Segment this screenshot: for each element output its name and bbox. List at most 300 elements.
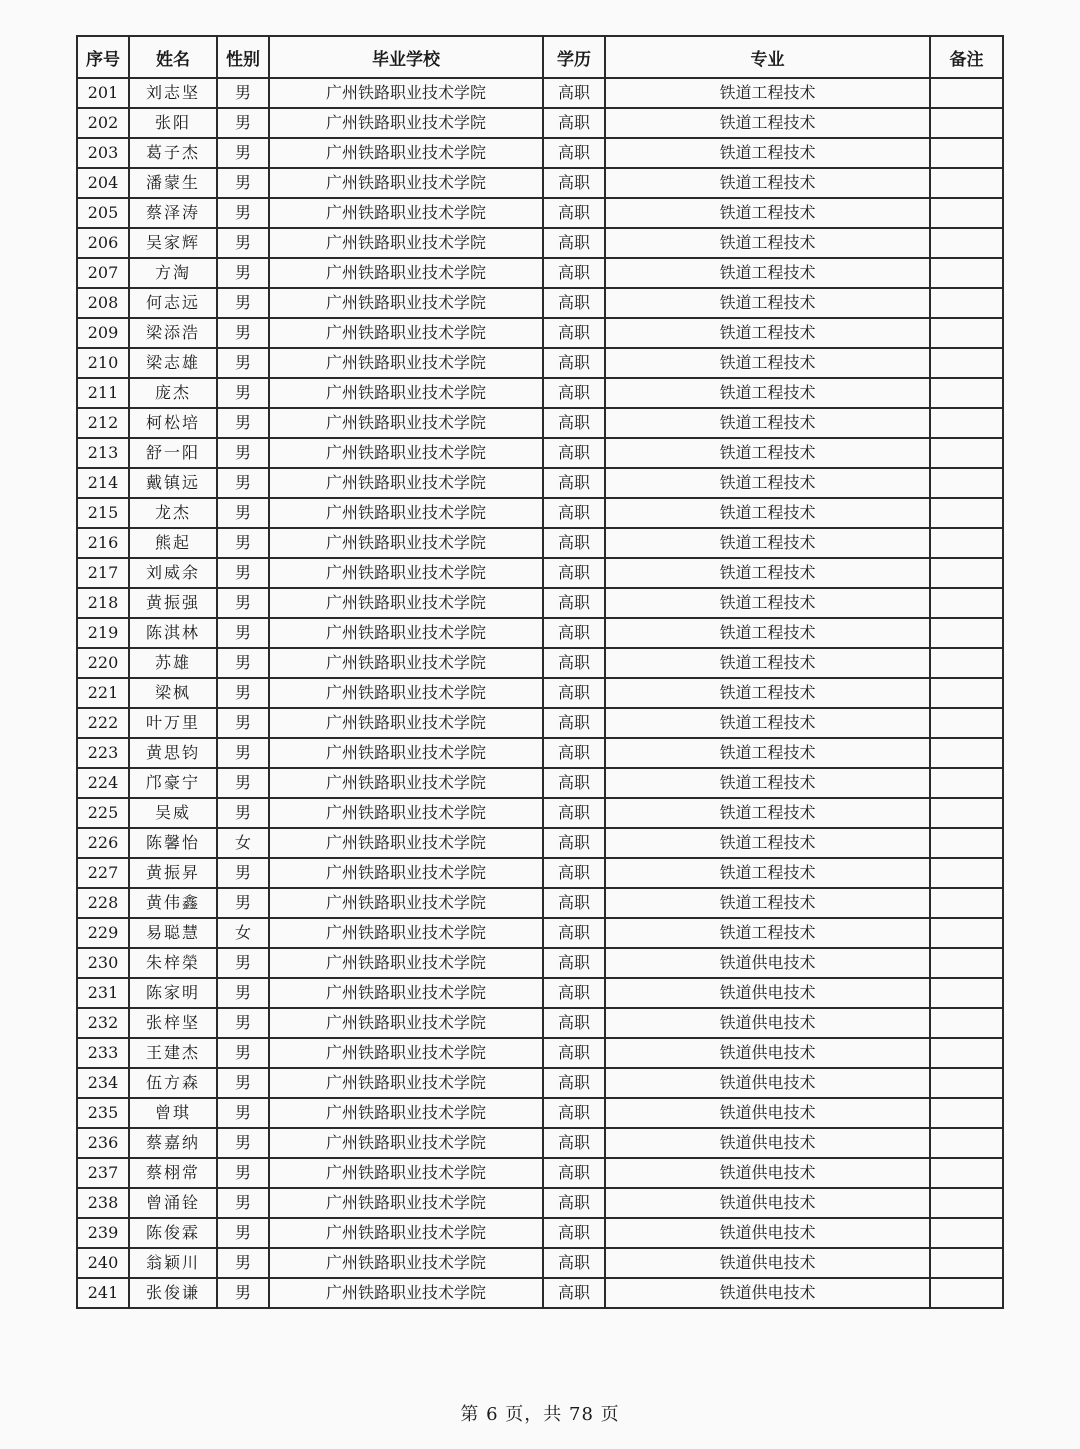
cell-name: 何志远 [129, 288, 217, 318]
table-row [77, 888, 1003, 918]
cell-note [930, 318, 1003, 348]
cell-no: 210 [77, 348, 129, 378]
cell-major: 铁道供电技术 [605, 1068, 930, 1098]
cell-school: 广州铁路职业技术学院 [269, 1038, 543, 1068]
cell-major: 铁道工程技术 [605, 708, 930, 738]
cell-name: 黄振昇 [129, 858, 217, 888]
cell-major: 铁道供电技术 [605, 1248, 930, 1278]
cell-note [930, 1188, 1003, 1218]
cell-note [930, 168, 1003, 198]
cell-note [930, 498, 1003, 528]
cell-name: 叶万里 [129, 708, 217, 738]
cell-sex: 男 [217, 348, 269, 378]
cell-major: 铁道供电技术 [605, 948, 930, 978]
cell-name: 张阳 [129, 108, 217, 138]
cell-no: 215 [77, 498, 129, 528]
cell-major: 铁道供电技术 [605, 1098, 930, 1128]
cell-school: 广州铁路职业技术学院 [269, 108, 543, 138]
cell-name: 梁添浩 [129, 318, 217, 348]
cell-major: 铁道供电技术 [605, 1278, 930, 1308]
cell-name: 庞杰 [129, 378, 217, 408]
cell-sex: 男 [217, 708, 269, 738]
cell-note [930, 948, 1003, 978]
table-row [77, 1248, 1003, 1278]
cell-sex: 男 [217, 198, 269, 228]
cell-education: 高职 [543, 78, 605, 108]
cell-sex: 男 [217, 258, 269, 288]
cell-no: 221 [77, 678, 129, 708]
cell-note [930, 1248, 1003, 1278]
cell-name: 张俊谦 [129, 1278, 217, 1308]
cell-no: 207 [77, 258, 129, 288]
cell-name: 蔡嘉纳 [129, 1128, 217, 1158]
cell-note [930, 528, 1003, 558]
cell-note [930, 288, 1003, 318]
cell-sex: 男 [217, 498, 269, 528]
cell-sex: 男 [217, 978, 269, 1008]
cell-school: 广州铁路职业技术学院 [269, 828, 543, 858]
cell-school: 广州铁路职业技术学院 [269, 618, 543, 648]
cell-education: 高职 [543, 1008, 605, 1038]
table-row [77, 648, 1003, 678]
cell-education: 高职 [543, 798, 605, 828]
cell-name: 吴家辉 [129, 228, 217, 258]
cell-major: 铁道工程技术 [605, 648, 930, 678]
cell-note [930, 1218, 1003, 1248]
cell-note [930, 738, 1003, 768]
cell-no: 231 [77, 978, 129, 1008]
table-row [77, 768, 1003, 798]
table-body [77, 78, 1003, 1308]
cell-major: 铁道工程技术 [605, 468, 930, 498]
cell-name: 伍方森 [129, 1068, 217, 1098]
cell-name: 葛子杰 [129, 138, 217, 168]
table-row [77, 528, 1003, 558]
cell-note [930, 1098, 1003, 1128]
cell-sex: 男 [217, 438, 269, 468]
cell-note [930, 558, 1003, 588]
table-row [77, 498, 1003, 528]
cell-major: 铁道工程技术 [605, 738, 930, 768]
cell-name: 戴镇远 [129, 468, 217, 498]
cell-major: 铁道供电技术 [605, 1158, 930, 1188]
cell-school: 广州铁路职业技术学院 [269, 198, 543, 228]
table-row [77, 318, 1003, 348]
cell-name: 陈淇林 [129, 618, 217, 648]
cell-name: 蔡泽涛 [129, 198, 217, 228]
cell-name: 刘志坚 [129, 78, 217, 108]
cell-name: 方淘 [129, 258, 217, 288]
cell-school: 广州铁路职业技术学院 [269, 438, 543, 468]
cell-note [930, 228, 1003, 258]
cell-school: 广州铁路职业技术学院 [269, 348, 543, 378]
cell-no: 224 [77, 768, 129, 798]
cell-note [930, 108, 1003, 138]
cell-school: 广州铁路职业技术学院 [269, 228, 543, 258]
cell-sex: 男 [217, 1278, 269, 1308]
cell-education: 高职 [543, 948, 605, 978]
cell-no: 203 [77, 138, 129, 168]
cell-school: 广州铁路职业技术学院 [269, 888, 543, 918]
cell-no: 233 [77, 1038, 129, 1068]
cell-major: 铁道供电技术 [605, 1008, 930, 1038]
cell-sex: 男 [217, 1158, 269, 1188]
cell-school: 广州铁路职业技术学院 [269, 858, 543, 888]
header-major: 专业 [605, 36, 930, 78]
cell-no: 204 [77, 168, 129, 198]
header-sex: 性别 [217, 36, 269, 78]
cell-school: 广州铁路职业技术学院 [269, 138, 543, 168]
table-row [77, 198, 1003, 228]
cell-note [930, 438, 1003, 468]
cell-school: 广州铁路职业技术学院 [269, 258, 543, 288]
table-row [77, 228, 1003, 258]
cell-no: 239 [77, 1218, 129, 1248]
cell-education: 高职 [543, 918, 605, 948]
cell-no: 217 [77, 558, 129, 588]
cell-school: 广州铁路职业技术学院 [269, 918, 543, 948]
header-school: 毕业学校 [269, 36, 543, 78]
cell-education: 高职 [543, 318, 605, 348]
cell-no: 209 [77, 318, 129, 348]
cell-education: 高职 [543, 768, 605, 798]
cell-note [930, 768, 1003, 798]
cell-note [930, 1278, 1003, 1308]
cell-name: 黄振强 [129, 588, 217, 618]
cell-sex: 男 [217, 138, 269, 168]
cell-school: 广州铁路职业技术学院 [269, 168, 543, 198]
cell-education: 高职 [543, 1068, 605, 1098]
cell-no: 235 [77, 1098, 129, 1128]
cell-school: 广州铁路职业技术学院 [269, 528, 543, 558]
table-row [77, 1038, 1003, 1068]
cell-no: 222 [77, 708, 129, 738]
cell-major: 铁道供电技术 [605, 1188, 930, 1218]
cell-sex: 男 [217, 288, 269, 318]
cell-note [930, 1128, 1003, 1158]
cell-note [930, 1158, 1003, 1188]
cell-major: 铁道供电技术 [605, 1128, 930, 1158]
table-row [77, 798, 1003, 828]
cell-sex: 男 [217, 858, 269, 888]
cell-name: 蔡栩常 [129, 1158, 217, 1188]
cell-major: 铁道工程技术 [605, 888, 930, 918]
cell-major: 铁道工程技术 [605, 348, 930, 378]
cell-name: 易聪慧 [129, 918, 217, 948]
cell-education: 高职 [543, 408, 605, 438]
cell-school: 广州铁路职业技术学院 [269, 588, 543, 618]
table-row [77, 138, 1003, 168]
cell-no: 236 [77, 1128, 129, 1158]
cell-sex: 男 [217, 1188, 269, 1218]
cell-education: 高职 [543, 678, 605, 708]
cell-school: 广州铁路职业技术学院 [269, 1218, 543, 1248]
cell-education: 高职 [543, 1188, 605, 1218]
cell-education: 高职 [543, 558, 605, 588]
cell-school: 广州铁路职业技术学院 [269, 1158, 543, 1188]
cell-name: 陈俊霖 [129, 1218, 217, 1248]
cell-sex: 男 [217, 1128, 269, 1158]
cell-education: 高职 [543, 1218, 605, 1248]
cell-education: 高职 [543, 708, 605, 738]
cell-sex: 男 [217, 318, 269, 348]
cell-school: 广州铁路职业技术学院 [269, 1128, 543, 1158]
cell-sex: 男 [217, 528, 269, 558]
cell-major: 铁道工程技术 [605, 498, 930, 528]
cell-education: 高职 [543, 978, 605, 1008]
cell-major: 铁道工程技术 [605, 678, 930, 708]
cell-note [930, 708, 1003, 738]
cell-name: 梁志雄 [129, 348, 217, 378]
cell-major: 铁道工程技术 [605, 858, 930, 888]
header-name: 姓名 [129, 36, 217, 78]
table-row [77, 258, 1003, 288]
cell-no: 201 [77, 78, 129, 108]
cell-no: 219 [77, 618, 129, 648]
cell-major: 铁道工程技术 [605, 78, 930, 108]
cell-major: 铁道工程技术 [605, 918, 930, 948]
table-row [77, 738, 1003, 768]
cell-name: 朱梓榮 [129, 948, 217, 978]
cell-major: 铁道工程技术 [605, 318, 930, 348]
cell-note [930, 888, 1003, 918]
cell-no: 216 [77, 528, 129, 558]
page-number-footer: 第 6 页，共 78 页 [460, 1404, 620, 1425]
header-note: 备注 [930, 36, 1003, 78]
cell-sex: 男 [217, 678, 269, 708]
cell-name: 黄思钧 [129, 738, 217, 768]
cell-sex: 男 [217, 618, 269, 648]
cell-no: 226 [77, 828, 129, 858]
cell-name: 张梓坚 [129, 1008, 217, 1038]
cell-school: 广州铁路职业技术学院 [269, 558, 543, 588]
cell-no: 225 [77, 798, 129, 828]
cell-education: 高职 [543, 378, 605, 408]
cell-major: 铁道工程技术 [605, 198, 930, 228]
cell-school: 广州铁路职业技术学院 [269, 318, 543, 348]
header-no: 序号 [77, 36, 129, 78]
cell-note [930, 1038, 1003, 1068]
cell-name: 王建杰 [129, 1038, 217, 1068]
cell-education: 高职 [543, 858, 605, 888]
cell-education: 高职 [543, 198, 605, 228]
cell-major: 铁道工程技术 [605, 288, 930, 318]
cell-sex: 男 [217, 1218, 269, 1248]
cell-sex: 男 [217, 648, 269, 678]
cell-name: 翁颖川 [129, 1248, 217, 1278]
cell-note [930, 408, 1003, 438]
cell-note [930, 198, 1003, 228]
cell-major: 铁道工程技术 [605, 438, 930, 468]
cell-sex: 男 [217, 888, 269, 918]
cell-note [930, 378, 1003, 408]
cell-major: 铁道工程技术 [605, 528, 930, 558]
cell-school: 广州铁路职业技术学院 [269, 1248, 543, 1278]
cell-no: 237 [77, 1158, 129, 1188]
cell-major: 铁道工程技术 [605, 108, 930, 138]
cell-note [930, 588, 1003, 618]
cell-sex: 男 [217, 588, 269, 618]
cell-no: 218 [77, 588, 129, 618]
cell-sex: 男 [217, 1068, 269, 1098]
cell-major: 铁道工程技术 [605, 168, 930, 198]
cell-note [930, 258, 1003, 288]
cell-sex: 女 [217, 828, 269, 858]
cell-no: 205 [77, 198, 129, 228]
table-row [77, 378, 1003, 408]
cell-sex: 男 [217, 798, 269, 828]
cell-sex: 男 [217, 1008, 269, 1038]
cell-no: 211 [77, 378, 129, 408]
cell-no: 232 [77, 1008, 129, 1038]
cell-education: 高职 [543, 1278, 605, 1308]
cell-education: 高职 [543, 1128, 605, 1158]
cell-education: 高职 [543, 498, 605, 528]
cell-sex: 男 [217, 108, 269, 138]
cell-name: 梁枫 [129, 678, 217, 708]
cell-education: 高职 [543, 1098, 605, 1128]
cell-major: 铁道供电技术 [605, 1038, 930, 1068]
cell-major: 铁道工程技术 [605, 828, 930, 858]
cell-education: 高职 [543, 168, 605, 198]
cell-school: 广州铁路职业技术学院 [269, 648, 543, 678]
table-row [77, 1218, 1003, 1248]
table-row [77, 168, 1003, 198]
cell-no: 206 [77, 228, 129, 258]
cell-education: 高职 [543, 228, 605, 258]
cell-no: 202 [77, 108, 129, 138]
cell-name: 吴威 [129, 798, 217, 828]
cell-no: 229 [77, 918, 129, 948]
cell-note [930, 858, 1003, 888]
cell-name: 苏雄 [129, 648, 217, 678]
cell-sex: 男 [217, 78, 269, 108]
table-row [77, 618, 1003, 648]
cell-note [930, 918, 1003, 948]
cell-school: 广州铁路职业技术学院 [269, 708, 543, 738]
roster-table [76, 35, 1004, 1309]
cell-name: 柯松培 [129, 408, 217, 438]
cell-school: 广州铁路职业技术学院 [269, 408, 543, 438]
cell-sex: 男 [217, 168, 269, 198]
cell-school: 广州铁路职业技术学院 [269, 498, 543, 528]
cell-school: 广州铁路职业技术学院 [269, 768, 543, 798]
cell-note [930, 1008, 1003, 1038]
table-row [77, 1278, 1003, 1308]
table-row [77, 288, 1003, 318]
cell-sex: 男 [217, 948, 269, 978]
cell-education: 高职 [543, 738, 605, 768]
table-row [77, 1158, 1003, 1188]
cell-education: 高职 [543, 618, 605, 648]
cell-sex: 男 [217, 228, 269, 258]
cell-name: 邝豪宁 [129, 768, 217, 798]
cell-sex: 男 [217, 738, 269, 768]
cell-no: 213 [77, 438, 129, 468]
table-row [77, 918, 1003, 948]
cell-name: 曾琪 [129, 1098, 217, 1128]
cell-no: 220 [77, 648, 129, 678]
table-row [77, 348, 1003, 378]
cell-no: 240 [77, 1248, 129, 1278]
cell-note [930, 618, 1003, 648]
table-row [77, 1068, 1003, 1098]
table-row [77, 1188, 1003, 1218]
table-row [77, 78, 1003, 108]
cell-education: 高职 [543, 468, 605, 498]
cell-no: 214 [77, 468, 129, 498]
cell-sex: 男 [217, 768, 269, 798]
cell-major: 铁道工程技术 [605, 258, 930, 288]
cell-no: 208 [77, 288, 129, 318]
table-row [77, 438, 1003, 468]
table-row [77, 1128, 1003, 1158]
cell-name: 刘威余 [129, 558, 217, 588]
cell-sex: 男 [217, 1098, 269, 1128]
cell-note [930, 798, 1003, 828]
cell-major: 铁道供电技术 [605, 1218, 930, 1248]
cell-name: 熊起 [129, 528, 217, 558]
cell-note [930, 828, 1003, 858]
cell-school: 广州铁路职业技术学院 [269, 678, 543, 708]
cell-no: 241 [77, 1278, 129, 1308]
table-row [77, 828, 1003, 858]
table-row [77, 678, 1003, 708]
cell-school: 广州铁路职业技术学院 [269, 948, 543, 978]
cell-note [930, 468, 1003, 498]
cell-education: 高职 [543, 1248, 605, 1278]
cell-school: 广州铁路职业技术学院 [269, 978, 543, 1008]
cell-school: 广州铁路职业技术学院 [269, 288, 543, 318]
cell-name: 潘蒙生 [129, 168, 217, 198]
cell-education: 高职 [543, 528, 605, 558]
cell-note [930, 1068, 1003, 1098]
cell-school: 广州铁路职业技术学院 [269, 378, 543, 408]
cell-note [930, 978, 1003, 1008]
cell-major: 铁道供电技术 [605, 978, 930, 1008]
table-row [77, 708, 1003, 738]
cell-sex: 男 [217, 1038, 269, 1068]
table-row [77, 858, 1003, 888]
cell-education: 高职 [543, 258, 605, 288]
cell-education: 高职 [543, 1158, 605, 1188]
cell-education: 高职 [543, 888, 605, 918]
table-row [77, 108, 1003, 138]
cell-note [930, 348, 1003, 378]
cell-name: 黄伟鑫 [129, 888, 217, 918]
cell-major: 铁道工程技术 [605, 378, 930, 408]
cell-major: 铁道工程技术 [605, 408, 930, 438]
cell-major: 铁道工程技术 [605, 138, 930, 168]
cell-sex: 男 [217, 408, 269, 438]
cell-major: 铁道工程技术 [605, 768, 930, 798]
table-row [77, 558, 1003, 588]
cell-education: 高职 [543, 588, 605, 618]
cell-note [930, 78, 1003, 108]
cell-education: 高职 [543, 828, 605, 858]
cell-note [930, 678, 1003, 708]
cell-sex: 男 [217, 1248, 269, 1278]
table-row [77, 1098, 1003, 1128]
cell-school: 广州铁路职业技术学院 [269, 738, 543, 768]
cell-name: 龙杰 [129, 498, 217, 528]
table-row [77, 468, 1003, 498]
cell-sex: 男 [217, 558, 269, 588]
cell-school: 广州铁路职业技术学院 [269, 468, 543, 498]
cell-name: 曾涌铨 [129, 1188, 217, 1218]
cell-education: 高职 [543, 288, 605, 318]
table-row [77, 588, 1003, 618]
